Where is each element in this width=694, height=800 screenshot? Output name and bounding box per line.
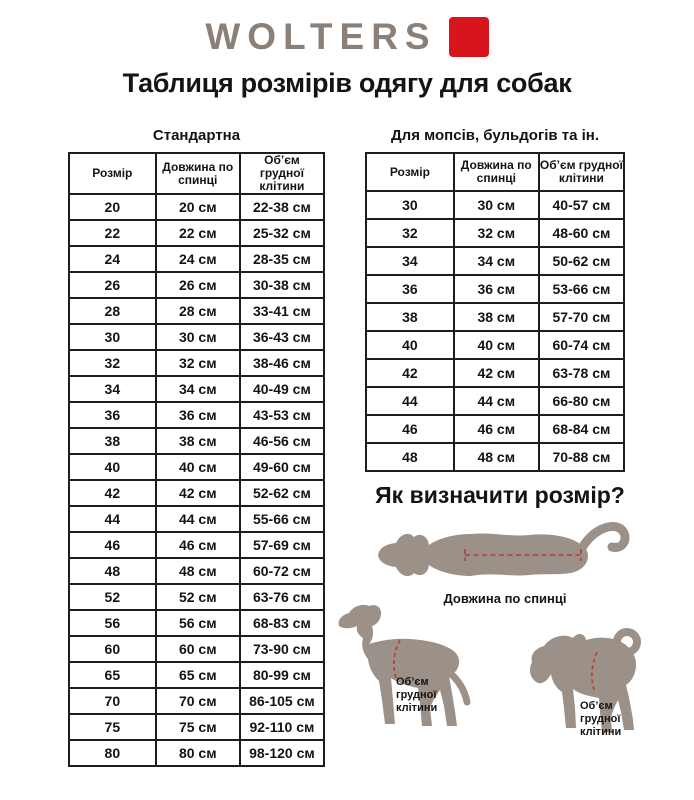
table-cell: 44 см	[156, 506, 240, 532]
table-cell: 52-62 см	[240, 480, 324, 506]
table-cell: 60-72 см	[240, 558, 324, 584]
table-cell: 60 см	[156, 636, 240, 662]
table-row	[69, 194, 324, 220]
table-cell: 30 см	[156, 324, 240, 350]
table-cell: 56 см	[156, 610, 240, 636]
table-cell: 20 см	[156, 194, 240, 220]
table-cell: 48	[366, 443, 454, 471]
table-cell: 46 см	[156, 532, 240, 558]
table-cell: 70	[69, 688, 156, 714]
dog-tail	[581, 527, 625, 550]
table-cell: 32 см	[156, 350, 240, 376]
dog-side-view-silhouette-icon	[330, 602, 486, 738]
table-cell: 28	[69, 298, 156, 324]
table-row	[69, 428, 324, 454]
table-cell: 56	[69, 610, 156, 636]
table-cell: 38 см	[156, 428, 240, 454]
table-cell: 36	[69, 402, 156, 428]
table-row	[69, 454, 324, 480]
table-cell: 36 см	[156, 402, 240, 428]
table-cell: 32 см	[454, 219, 539, 247]
table-row	[366, 359, 624, 387]
table-cell: 63-76 см	[240, 584, 324, 610]
table-cell: 36 см	[454, 275, 539, 303]
table-cell: 60	[69, 636, 156, 662]
pugs-table-title: Для мопсів, бульдогів та ін.	[390, 127, 600, 144]
table-cell: 30-38 см	[240, 272, 324, 298]
table-cell: 53-66 см	[539, 275, 624, 303]
table-row	[366, 387, 624, 415]
page-title: Таблиця розмірів одягу для собак	[122, 68, 572, 98]
table-cell: 42 см	[454, 359, 539, 387]
table-cell: 46-56 см	[240, 428, 324, 454]
table-cell: 40	[69, 454, 156, 480]
table-row	[69, 272, 324, 298]
standard-size-table	[68, 152, 325, 767]
table-row	[366, 443, 624, 471]
pugs-size-table	[365, 152, 625, 472]
table-cell: 32	[366, 219, 454, 247]
table-row	[366, 415, 624, 443]
table-row	[69, 220, 324, 246]
table-cell: 48 см	[156, 558, 240, 584]
table-cell: 34	[366, 247, 454, 275]
table-cell: 34 см	[156, 376, 240, 402]
table-row	[69, 246, 324, 272]
table-cell: 26	[69, 272, 156, 298]
table-cell: 75	[69, 714, 156, 740]
table-row	[69, 662, 324, 688]
table-row	[69, 636, 324, 662]
table-cell: 46 см	[454, 415, 539, 443]
table-cell: 48	[69, 558, 156, 584]
table-cell: 55-66 см	[240, 506, 324, 532]
table-cell: 38 см	[454, 303, 539, 331]
table-cell: 26 см	[156, 272, 240, 298]
table-cell: 40-49 см	[240, 376, 324, 402]
column-header-size: Розмір	[69, 153, 156, 194]
table-row	[69, 506, 324, 532]
table-cell: 38	[366, 303, 454, 331]
back-length-label: Довжина по спинці	[443, 591, 567, 606]
table-cell: 65 см	[156, 662, 240, 688]
table-row	[366, 275, 624, 303]
table-row	[69, 480, 324, 506]
column-header-back-length: Довжина по спинці	[454, 153, 539, 191]
column-header-back-length: Довжина по спинці	[156, 153, 240, 194]
table-cell: 42	[69, 480, 156, 506]
table-cell: 40-57 см	[539, 191, 624, 219]
table-cell: 57-69 см	[240, 532, 324, 558]
table-cell: 20	[69, 194, 156, 220]
table-cell: 63-78 см	[539, 359, 624, 387]
table-cell: 38	[69, 428, 156, 454]
table-cell: 22 см	[156, 220, 240, 246]
table-cell: 50-62 см	[539, 247, 624, 275]
table-cell: 57-70 см	[539, 303, 624, 331]
table-cell: 44	[69, 506, 156, 532]
table-header-row	[69, 153, 324, 194]
table-cell: 80-99 см	[240, 662, 324, 688]
table-cell: 33-41 см	[240, 298, 324, 324]
dog-tail	[451, 674, 467, 702]
table-cell: 48-60 см	[539, 219, 624, 247]
brand-logo-square-icon	[449, 17, 489, 57]
chest-girth-label: Об’єм грудної клітини	[396, 676, 438, 714]
table-header-row	[366, 153, 624, 191]
brand-logo-text: WOLTERS	[205, 16, 437, 57]
table-row	[366, 247, 624, 275]
table-row	[69, 688, 324, 714]
table-cell: 24	[69, 246, 156, 272]
table-row	[366, 191, 624, 219]
table-cell: 52	[69, 584, 156, 610]
table-cell: 40 см	[156, 454, 240, 480]
table-row	[366, 219, 624, 247]
brand-logo	[0, 16, 694, 58]
table-cell: 86-105 см	[240, 688, 324, 714]
dog-top-view-diagram	[375, 518, 640, 597]
table-cell: 73-90 см	[240, 636, 324, 662]
table-row	[69, 376, 324, 402]
table-row	[69, 714, 324, 740]
dog-side-view-diagram	[330, 602, 486, 743]
table-row	[69, 402, 324, 428]
measure-guide-title: Як визначити розмір?	[375, 482, 625, 508]
table-cell: 36	[366, 275, 454, 303]
table-cell: 66-80 см	[539, 387, 624, 415]
table-cell: 70-88 см	[539, 443, 624, 471]
table-cell: 98-120 см	[240, 740, 324, 766]
table-row	[69, 298, 324, 324]
table-cell: 43-53 см	[240, 402, 324, 428]
table-cell: 52 см	[156, 584, 240, 610]
table-cell: 42 см	[156, 480, 240, 506]
table-cell: 40	[366, 331, 454, 359]
table-cell: 70 см	[156, 688, 240, 714]
table-cell: 34	[69, 376, 156, 402]
table-cell: 44	[366, 387, 454, 415]
table-cell: 75 см	[156, 714, 240, 740]
table-cell: 46	[69, 532, 156, 558]
table-row	[69, 584, 324, 610]
table-row	[69, 740, 324, 766]
table-cell: 38-46 см	[240, 350, 324, 376]
table-row	[69, 532, 324, 558]
table-cell: 25-32 см	[240, 220, 324, 246]
table-cell: 48 см	[454, 443, 539, 471]
table-cell: 92-110 см	[240, 714, 324, 740]
table-cell: 36-43 см	[240, 324, 324, 350]
table-row	[69, 350, 324, 376]
table-cell: 60-74 см	[539, 331, 624, 359]
table-cell: 68-83 см	[240, 610, 324, 636]
table-cell: 68-84 см	[539, 415, 624, 443]
column-header-size: Розмір	[366, 153, 454, 191]
table-cell: 22	[69, 220, 156, 246]
table-cell: 28 см	[156, 298, 240, 324]
table-cell: 49-60 см	[240, 454, 324, 480]
column-header-chest: Об’єм грудної клітини	[539, 153, 624, 191]
table-cell: 34 см	[454, 247, 539, 275]
table-cell: 40 см	[454, 331, 539, 359]
table-cell: 44 см	[454, 387, 539, 415]
table-cell: 80 см	[156, 740, 240, 766]
table-cell: 30 см	[454, 191, 539, 219]
standard-table-title: Стандартна	[152, 127, 241, 144]
dog-top-view-silhouette-icon	[375, 518, 640, 592]
table-cell: 80	[69, 740, 156, 766]
table-cell: 42	[366, 359, 454, 387]
table-cell: 28-35 см	[240, 246, 324, 272]
table-cell: 22-38 см	[240, 194, 324, 220]
table-row	[69, 324, 324, 350]
table-cell: 30	[366, 191, 454, 219]
table-cell: 65	[69, 662, 156, 688]
table-cell: 30	[69, 324, 156, 350]
table-row	[366, 331, 624, 359]
table-cell: 46	[366, 415, 454, 443]
table-row	[69, 558, 324, 584]
table-row	[69, 610, 324, 636]
bulldog-side-view-diagram	[525, 628, 659, 741]
table-cell: 24 см	[156, 246, 240, 272]
column-header-chest: Об’єм грудної клітини	[240, 153, 324, 194]
table-row	[366, 303, 624, 331]
table-cell: 32	[69, 350, 156, 376]
chest-girth-label: Об’єм грудної клітини	[580, 700, 622, 738]
